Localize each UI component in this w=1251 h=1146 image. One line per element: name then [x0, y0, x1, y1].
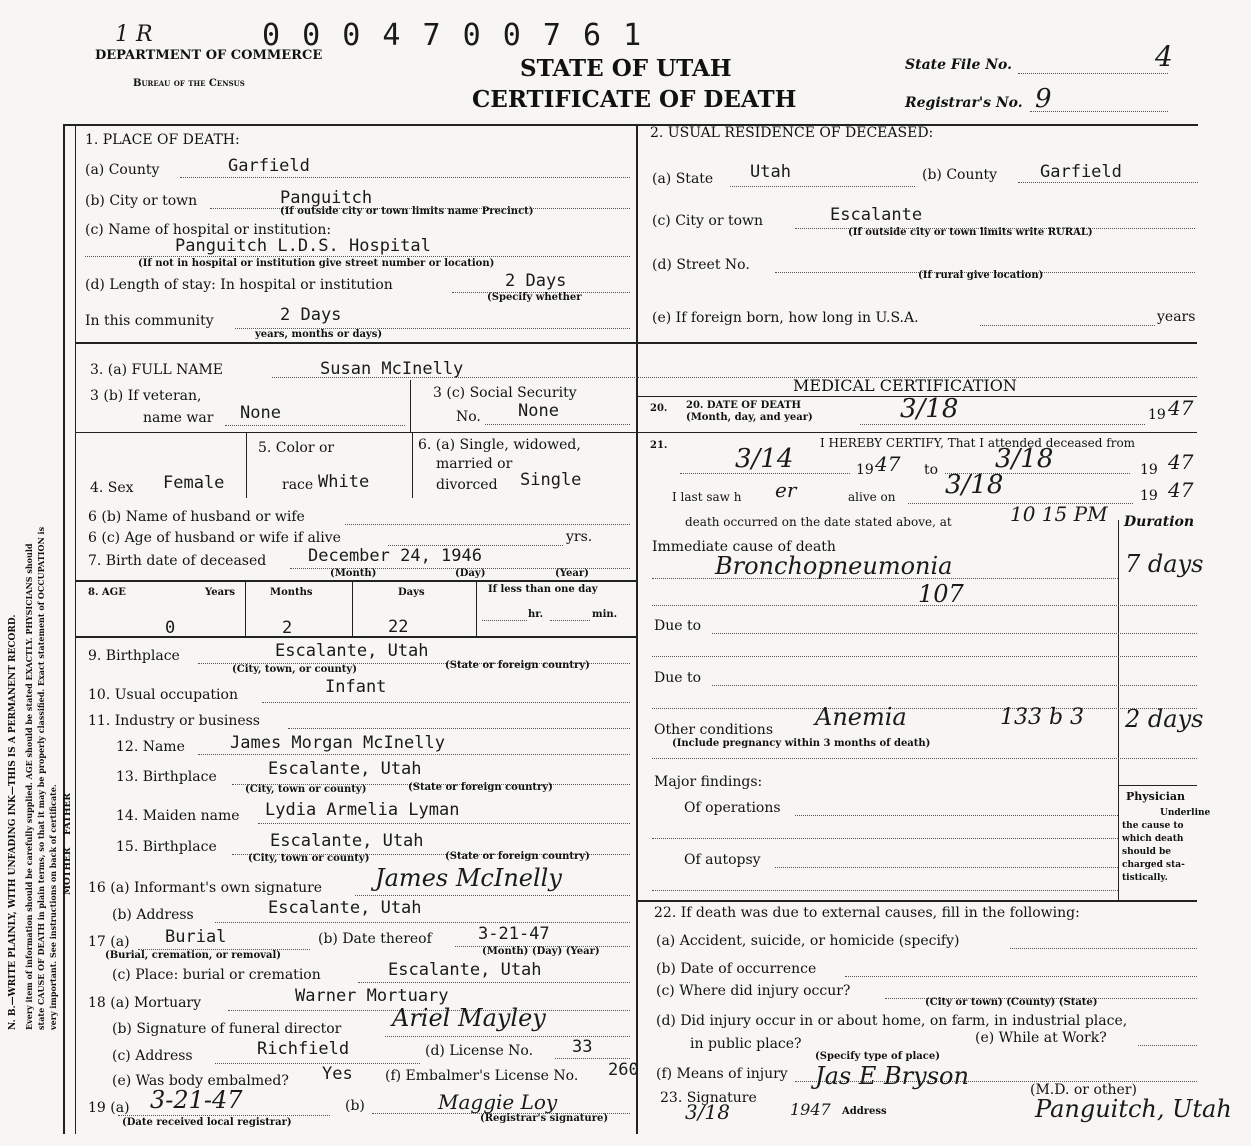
res-city: Escalante	[830, 205, 923, 225]
spouse-age-label: 6 (c) Age of husband or wife if alive	[88, 530, 341, 546]
disposition: Burial	[165, 927, 227, 947]
from-year-prefix: 19	[856, 462, 874, 478]
license-label: (d) License No.	[425, 1043, 534, 1059]
birth-date: December 24, 1946	[308, 546, 482, 566]
state-file-label: State File No.	[905, 57, 1013, 73]
father-bp-note-2: (State or foreign country)	[408, 782, 553, 793]
age-years: 0	[165, 618, 176, 638]
embalmed-label: (e) Was body embalmed?	[112, 1073, 289, 1089]
received-date: 3-21-47	[150, 1086, 243, 1114]
embalmer-label: (f) Embalmer's License No.	[385, 1068, 579, 1084]
physician-note-3: which death	[1122, 834, 1184, 844]
margin-note-2: Every item of information should be carefully supplied. AGE should be stated EXACTLY. PHYSICIANS should	[24, 543, 34, 1030]
num-20: 20.	[650, 403, 668, 414]
death-city: Panguitch	[280, 188, 373, 208]
margin-note-1: N. B.—WRITE PLAINLY, WITH UNFADING INK—THIS IS A PERMANENT RECORD.	[8, 614, 18, 1030]
days-label: Days	[398, 587, 425, 598]
public-label: in public place?	[690, 1036, 802, 1052]
sex-label: 4. Sex	[90, 480, 134, 496]
stay-value: 2 Days	[505, 271, 567, 291]
color-label-2: race	[282, 477, 314, 493]
immediate-cause: Bronchopneumonia	[715, 552, 953, 580]
informant-label: 16 (a) Informant's own signature	[88, 880, 323, 896]
burial-label: 17 (a)	[88, 934, 130, 950]
burial-date-label: (b) Date thereof	[318, 931, 432, 947]
mother-birthplace-label: 15. Birthplace	[116, 839, 217, 855]
registrar-signature: Maggie Loy	[438, 1090, 558, 1114]
birthdate-day-note: (Day)	[455, 568, 486, 579]
stay-label: (d) Length of stay: In hospital or institution	[85, 277, 393, 293]
informant-signature: James McInelly	[375, 864, 562, 892]
certificate-title: CERTIFICATE OF DEATH	[472, 86, 797, 113]
burial-date-note: (Month) (Day) (Year)	[482, 946, 600, 957]
registrar-value: 9	[1035, 84, 1052, 114]
department: DEPARTMENT OF COMMERCE	[95, 48, 323, 63]
certify-text: I HEREBY CERTIFY, That I attended deceased from	[820, 436, 1136, 450]
to-year-prefix: 19	[1140, 462, 1158, 478]
residence-label: 2. USUAL RESIDENCE OF DECEASED:	[650, 125, 934, 141]
mortuary: Warner Mortuary	[295, 986, 449, 1006]
full-name: Susan McInelly	[320, 359, 464, 379]
sig-address-label: Address	[842, 1106, 887, 1117]
marital-label-2: married or	[436, 456, 513, 472]
state-title: STATE OF UTAH	[520, 55, 732, 82]
last-seen-date: 3/18	[945, 470, 1004, 500]
signature-date: 3/18	[685, 1100, 730, 1124]
ssn-label-1: 3 (c) Social Security	[433, 385, 577, 401]
attended-from: 3/14	[735, 444, 794, 474]
margin-note-3: state CAUSE OF DEATH in plain terms, so that it may be properly classified. Exact statement of OCCUPATION is	[36, 526, 46, 1030]
industry-label: 11. Industry or business	[88, 713, 260, 729]
physician-note-2: the cause to	[1122, 821, 1184, 831]
cause-duration: 7 days	[1125, 550, 1204, 578]
duration-header: Duration	[1124, 514, 1195, 530]
signature-label: 23. Signature	[660, 1090, 757, 1106]
street-label: (d) Street No.	[652, 257, 750, 273]
attended-from-year: 47	[875, 452, 901, 476]
time-of-death: 10 15 PM	[1010, 502, 1108, 526]
burial-note: (Burial, cremation, or removal)	[105, 950, 281, 961]
to-label: to	[924, 462, 939, 478]
attended-to: 3/18	[995, 444, 1054, 474]
registrar-note: (Registrar's signature)	[480, 1113, 609, 1124]
hospital-note: (If not in hospital or institution give street number or location)	[138, 258, 495, 269]
registrar-label: Registrar's No.	[905, 95, 1023, 111]
dod-label-2: (Month, day, and year)	[686, 412, 813, 423]
community-note: years, months or days)	[255, 329, 383, 340]
cause-code: 107	[918, 580, 964, 608]
major-findings-label: Major findings:	[654, 774, 763, 790]
operations-label: Of operations	[684, 800, 781, 816]
death-city-note: (If outside city or town limits name Precinct)	[280, 206, 534, 217]
lastsaw-her: er	[775, 478, 797, 502]
other-condition-code: 133 b 3	[1000, 705, 1085, 730]
mort-address-label: (c) Address	[112, 1048, 193, 1064]
autopsy-label: Of autopsy	[684, 852, 761, 868]
received-label: 19 (a)	[88, 1100, 130, 1116]
birthplace-label: 9. Birthplace	[88, 648, 180, 664]
age-label: 8. AGE	[88, 587, 126, 598]
marital-status: Single	[520, 470, 582, 490]
embalmer-license: 260	[608, 1060, 639, 1080]
lessday-label: If less than one day	[488, 584, 598, 595]
marital-label-1: 6. (a) Single, widowed,	[418, 437, 581, 453]
embalmed: Yes	[322, 1064, 353, 1084]
public-note: (Specify type of place)	[815, 1051, 940, 1062]
mother-bp-note-1: (City, town or county)	[248, 853, 370, 864]
mortuary-address: Richfield	[257, 1039, 350, 1059]
birthdate-month-note: (Month)	[330, 568, 377, 579]
color-label-1: 5. Color or	[258, 440, 335, 456]
birthplace-note-1: (City, town, or county)	[232, 664, 357, 675]
veteran-label-1: 3 (b) If veteran,	[90, 388, 202, 404]
res-city-note: (If outside city or town limits write RURAL)	[848, 227, 1093, 238]
burial-date: 3-21-47	[478, 924, 550, 944]
father-name: James Morgan McInelly	[230, 733, 445, 753]
date-of-death: 3/18	[900, 394, 959, 424]
birthplace-note-2: (State or foreign country)	[445, 660, 590, 671]
community-label: In this community	[85, 313, 214, 329]
physician-note-1: Underline	[1160, 808, 1211, 818]
occupation: Infant	[325, 677, 387, 697]
last-seen-year: 47	[1168, 478, 1194, 502]
burial-place-label: (c) Place: burial or cremation	[112, 967, 321, 983]
home-label: (d) Did injury occur in or about home, on farm, in industrial place,	[656, 1013, 1128, 1029]
work-label: (e) While at Work?	[975, 1030, 1107, 1046]
res-county-label: (b) County	[922, 167, 998, 183]
informant-address: Escalante, Utah	[268, 898, 422, 918]
hospital-label: (c) Name of hospital or institution:	[85, 222, 332, 238]
dod-year-prefix: 19	[1148, 407, 1166, 423]
maiden-label: 14. Maiden name	[116, 808, 240, 824]
other-condition: Anemia	[815, 703, 907, 731]
hospital-name: Panguitch L.D.S. Hospital	[175, 236, 431, 256]
stay-note: (Specify whether	[487, 292, 582, 303]
occupation-label: 10. Usual occupation	[88, 687, 238, 703]
min-label: min.	[592, 609, 618, 620]
spouse-name-label: 6 (b) Name of husband or wife	[88, 509, 305, 525]
veteran-label-2: name war	[143, 410, 214, 426]
hr-label: hr.	[528, 609, 544, 620]
other-note: (Include pregnancy within 3 months of death)	[672, 738, 931, 749]
death-county: Garfield	[228, 156, 310, 176]
months-label: Months	[270, 587, 313, 598]
where-label: (c) Where did injury occur?	[656, 983, 851, 999]
mortuary-label: 18 (a) Mortuary	[88, 995, 202, 1011]
lastsaw-year-prefix: 19	[1140, 488, 1158, 504]
bureau: Bureau of the Census	[133, 78, 245, 89]
dod-year: 47	[1168, 396, 1194, 420]
other-conditions-label: Other conditions	[654, 722, 774, 738]
social-security: None	[518, 401, 559, 421]
physician-signature: Jas E Bryson	[815, 1062, 969, 1090]
attended-to-year: 47	[1168, 450, 1194, 474]
ssn-label-2: No.	[456, 409, 481, 425]
spouse-age-unit: yrs.	[566, 529, 593, 545]
marital-label-3: divorced	[436, 477, 498, 493]
birthdate-label: 7. Birth date of deceased	[88, 553, 267, 569]
occurrence-label: (b) Date of occurrence	[656, 961, 817, 977]
accident-label: (a) Accident, suicide, or homicide (specify)	[656, 933, 960, 949]
signature-year: 1947	[790, 1100, 831, 1119]
father-bp-note-1: (City, town or county)	[245, 784, 367, 795]
external-label: 22. If death was due to external causes, fill in the following:	[654, 905, 1080, 921]
mother-maiden-name: Lydia Armelia Lyman	[265, 800, 460, 820]
foreign-label: (e) If foreign born, how long in U.S.A.	[652, 310, 919, 326]
place-of-death-label: 1. PLACE OF DEATH:	[85, 132, 240, 148]
father-label: FATHER	[63, 793, 73, 835]
md-label: (M.D. or other)	[1030, 1082, 1137, 1098]
birthdate-year-note: (Year)	[555, 568, 589, 579]
alive-label: alive on	[848, 490, 896, 504]
received-note: (Date received local registrar)	[122, 1117, 292, 1128]
physician-note-6: tistically.	[1122, 873, 1168, 883]
age-days: 22	[388, 617, 409, 637]
lastsaw-label: I last saw h	[672, 490, 742, 504]
father-birthplace: Escalante, Utah	[268, 759, 422, 779]
due-to-2-label: Due to	[654, 670, 702, 686]
license-number: 33	[572, 1037, 593, 1057]
dod-label-1: 20. DATE OF DEATH	[686, 400, 801, 411]
margin-note-4: very important. See instructions on back of certificate.	[48, 784, 58, 1030]
foreign-unit: years	[1157, 309, 1196, 325]
veteran-war: None	[240, 403, 281, 423]
director-label: (b) Signature of funeral director	[112, 1021, 342, 1037]
registrar-b-label: (b)	[345, 1098, 365, 1114]
physician-title: Physician	[1126, 790, 1186, 803]
physician-address: Panguitch, Utah	[1035, 1095, 1232, 1123]
mother-birthplace: Escalante, Utah	[270, 831, 424, 851]
death-county-label: (a) County	[85, 162, 160, 178]
due-to-1-label: Due to	[654, 618, 702, 634]
mother-bp-note-2: (State or foreign country)	[445, 851, 590, 862]
father-birthplace-label: 13. Birthplace	[116, 769, 217, 785]
other-duration: 2 days	[1125, 705, 1204, 733]
community-value: 2 Days	[280, 305, 342, 325]
where-note: (City or town) (County) (State)	[925, 997, 1098, 1008]
street-note: (If rural give location)	[918, 270, 1044, 281]
birthplace: Escalante, Utah	[275, 641, 429, 661]
stamp-mark: 1 R	[115, 22, 153, 47]
file-number: 0 0 0 4 7 0 0 7 6 1	[262, 18, 644, 53]
father-name-label: 12. Name	[116, 739, 185, 755]
fullname-label: 3. (a) FULL NAME	[90, 362, 223, 378]
res-city-label: (c) City or town	[652, 213, 764, 229]
state-file-value: 4	[1155, 40, 1173, 73]
sex: Female	[163, 473, 225, 493]
informant-address-label: (b) Address	[112, 907, 194, 923]
mother-label: MOTHER	[63, 847, 73, 895]
death-city-label: (b) City or town	[85, 193, 198, 209]
physician-note-5: charged sta-	[1122, 860, 1185, 870]
res-state: Utah	[750, 162, 791, 182]
cause-label: Immediate cause of death	[652, 539, 836, 555]
physician-note-4: should be	[1122, 847, 1172, 857]
occurred-label: death occurred on the date stated above, at	[685, 515, 952, 529]
num-21: 21.	[650, 440, 668, 451]
res-state-label: (a) State	[652, 171, 714, 187]
director-signature: Ariel Mayley	[392, 1004, 546, 1032]
age-months: 2	[282, 618, 293, 638]
burial-place: Escalante, Utah	[388, 960, 542, 980]
medical-title: MEDICAL CERTIFICATION	[793, 376, 1017, 395]
race: White	[318, 472, 370, 492]
res-county: Garfield	[1040, 162, 1122, 182]
years-label: Years	[205, 587, 236, 598]
means-label: (f) Means of injury	[656, 1066, 788, 1082]
